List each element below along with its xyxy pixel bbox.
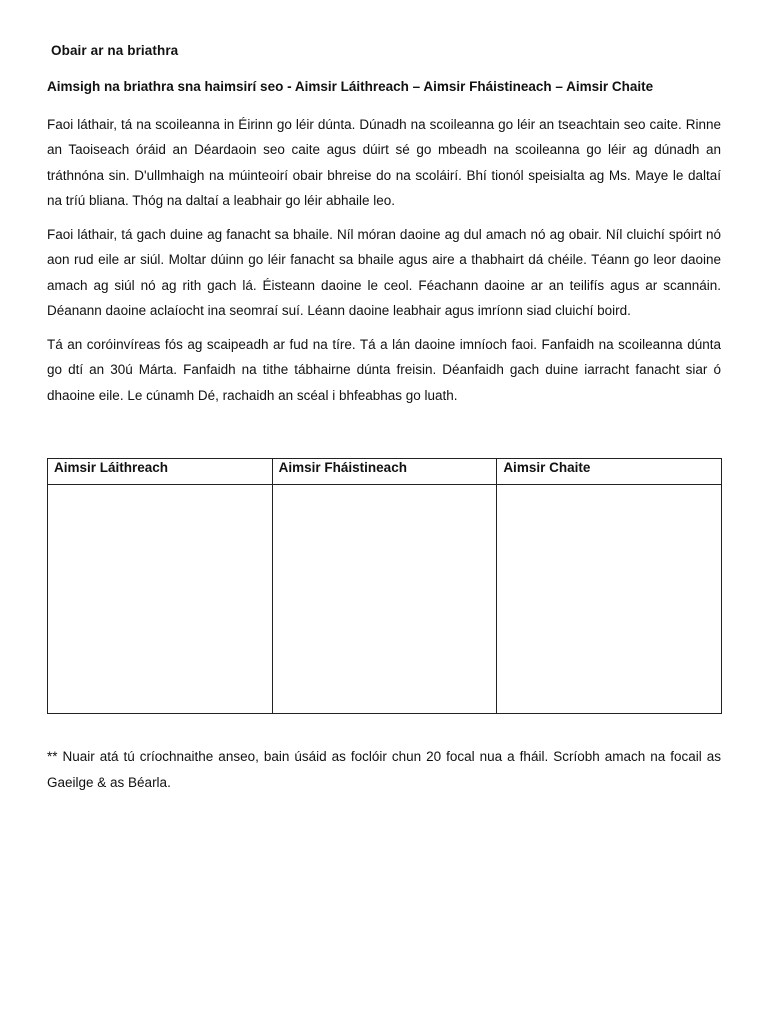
- present-tense-answer-cell[interactable]: [48, 485, 273, 714]
- table-header-row: [48, 459, 722, 485]
- verb-tense-table: [47, 458, 722, 714]
- future-tense-answer-cell[interactable]: [272, 485, 497, 714]
- footnote-instructions: ** Nuair atá tú críochnaithe anseo, bain úsáid as foclóir chun 20 focal nua a fháil. Scríobh amach na focail as Gaeilge & as Béarla.: [47, 749, 721, 790]
- worksheet-instructions: Aimsigh na briathra sna haimsirí seo - Aimsir Láithreach – Aimsir Fháistineach – Aimsir Chaite: [47, 79, 654, 94]
- header-past-tense: Aimsir Chaite: [497, 459, 722, 485]
- table-row: [48, 485, 722, 714]
- past-tense-answer-cell[interactable]: [497, 485, 722, 714]
- paragraph-2: Faoi láthair, tá gach duine ag fanacht sa bhaile. Níl móran daoine ag dul amach nó ag obair. Níl cluichí spóirt nó aon rud eile ar siúl. Moltar dúinn go léir fanacht sa bhaile agus aire a thabhairt dá chéile. Téann go leor daoine amach ag siúl nó ag rith gach lá. Éisteann daoine le ceol. Féachann daoine ar an teilifís agus ar scannáin. Déanann daoine aclaíocht ina seomraí suí. Léann daoine leabhair agus imríonn siad cluichí boird.: [47, 227, 721, 318]
- header-future-tense: Aimsir Fháistineach: [272, 459, 497, 485]
- header-present-tense: Aimsir Láithreach: [48, 459, 273, 485]
- paragraph-3: Tá an coróinvíreas fós ag scaipeadh ar fud na tíre. Tá a lán daoine imníoch faoi. Fanfaidh na scoileanna dúnta go dtí an 30ú Márta. Fanfaidh na tithe tábhairne dúnta freisin. Déanfaidh gach duine iarracht fanacht siar ó dhaoine eile. Le cúnamh Dé, rachaidh an scéal i bhfeabhas go luath.: [47, 337, 721, 403]
- paragraph-1: Faoi láthair, tá na scoileanna in Éirinn go léir dúnta. Dúnadh na scoileanna go léir an tseachtain seo caite. Rinne an Taoiseach óráid an Déardaoin seo caite agus dúirt sé go mbeadh na scoileanna go léir ag dúnadh an tráthnóna sin. D'ullmhaigh na múinteoirí obair bhreise do na scoláirí. Bhí tionól speisialta ag Ms. Maye le daltaí na tríú bliana. Thóg na daltaí a leabhair go léir abhaile leo.: [47, 117, 721, 208]
- worksheet-title: Obair ar na briathra: [51, 43, 179, 58]
